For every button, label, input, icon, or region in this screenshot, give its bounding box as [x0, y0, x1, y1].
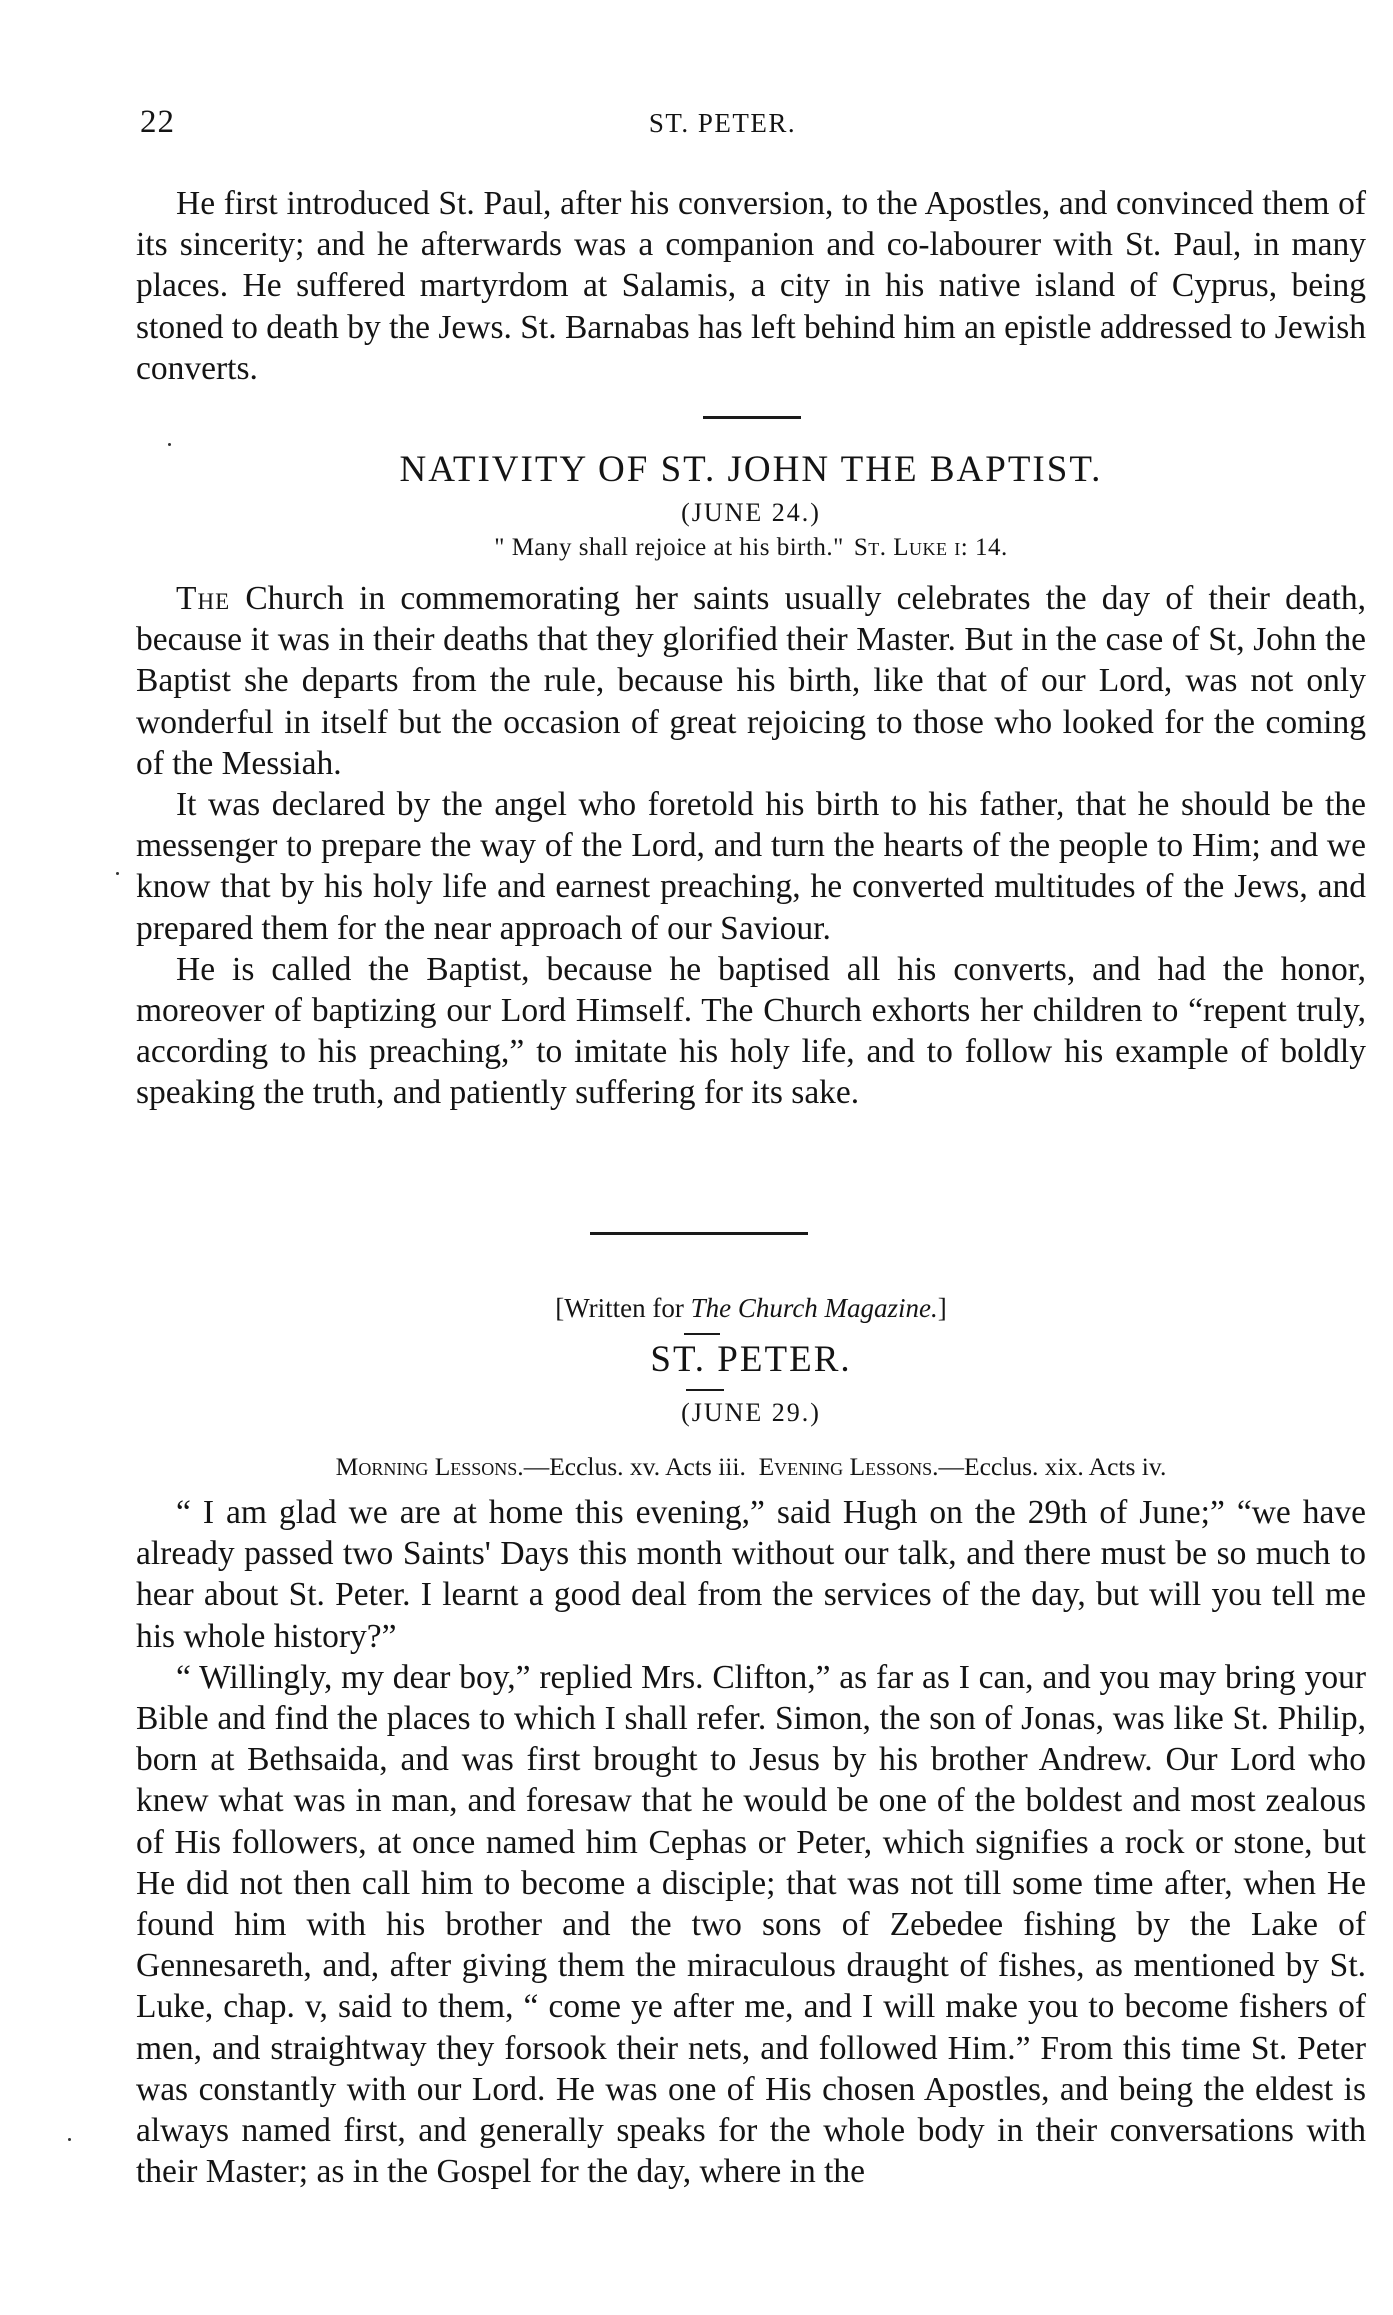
st-peter-date: (JUNE 29.)	[681, 1398, 821, 1427]
print-speck	[68, 2138, 71, 2141]
print-speck	[168, 443, 171, 446]
section-divider	[703, 416, 801, 419]
small-divider	[684, 1333, 720, 1335]
nativity-paragraph-1	[136, 578, 1366, 784]
paragraph-1-text: Church in commemorating her saints usually celebrates the day of their death, because it was in their deaths that they glorified their Master. But in the case of St, John the Baptist she departs from the rule, because his birth, like that of our Lord, was not only wonderful in itself but the occasion of great rejoicing to those who looked for the coming of the Messiah.	[136, 580, 1366, 782]
small-divider	[686, 1389, 724, 1391]
nativity-epigraph	[136, 534, 1366, 562]
page-number: 22	[140, 104, 175, 140]
running-head	[140, 104, 1365, 144]
section-divider-long	[590, 1232, 808, 1235]
nativity-paragraph-3: He is called the Baptist, because he baptised all his converts, and had the honor, moreover of baptizing our Lord Himself. The Church exhorts her children to “repent truly, according to his preaching,” to imitate his holy life, and to follow his example of boldly speaking the truth, and patiently suffering for its sake.	[136, 950, 1366, 1112]
epigraph-quote: " Many shall rejoice at his birth."	[494, 534, 844, 561]
magazine-name: The Church Magazine.	[690, 1293, 938, 1323]
st-peter-body	[136, 1492, 1366, 2192]
lessons-line	[136, 1452, 1366, 1482]
paragraph-lead-word: The	[176, 580, 231, 617]
print-speck	[116, 872, 119, 875]
nativity-title: NATIVITY OF ST. JOHN THE BAPTIST.	[399, 449, 1103, 490]
written-for-note	[136, 1293, 1366, 1324]
nativity-date: (JUNE 24.)	[681, 498, 821, 527]
evening-lessons-label: Evening Lessons.	[758, 1452, 939, 1481]
nativity-paragraph-2: It was declared by the angel who foretold his birth to his father, that he should be the messenger to prepare the way of the Lord, and turn the hearts of the people to Him; and we know that by his holy life and earnest preaching, he converted multitudes of the Jews, and prepared them for the near approach of our Saviour.	[136, 786, 1366, 947]
written-prefix: [Written for	[555, 1293, 684, 1323]
written-suffix: ]	[937, 1293, 947, 1323]
morning-lessons-label: Morning Lessons.	[335, 1452, 524, 1481]
epigraph-reference: St. Luke i: 14.	[853, 534, 1008, 561]
morning-lessons-refs: —Ecclus. xv. Acts iii.	[523, 1452, 746, 1481]
intro-paragraph: He first introduced St. Paul, after his conversion, to the Apostles, and convinced them of its sincerity; and he afterwards was a companion and co-labourer with St. Paul, in many places. He suffered martyrdom at Salamis, a city in his native island of Cyprus, being stoned to death by the Jews. St. Barnabas has left behind him an epistle addressed to Jewish converts.	[136, 185, 1366, 387]
st-peter-paragraph-1: “ I am glad we are at home this evening,” said Hugh on the 29th of June;” “we have already passed two Saints' Days this month without our talk, and there must be so much to hear about St. Peter. I learnt a good deal from the services of the day, but will you tell me his whole history?”	[136, 1494, 1366, 1655]
running-title: ST. PETER.	[648, 108, 797, 138]
st-peter-paragraph-2: “ Willingly, my dear boy,” replied Mrs. Clifton,” as far as I can, and you may bring your Bible and find the places to which I shall refer. Simon, the son of Jonas, was like St. Philip, born at Bethsaida, and was first brought to Jesus by his brother Andrew. Our Lord who knew what was in man, and foresaw that he would be one of the boldest and most zealous of His followers, at once named him Cephas or Peter, which signifies a rock or stone, but He did not then call him to become a disciple; that was not till some time after, when He found him with his brother and the two sons of Zebedee fishing by the Lake of Gennesareth, and, after giving them the miraculous draught of fishes, as mentioned by St. Luke, chap. v, said to them, “ come ye after me, and I will make you to become fishers of men, and straightway they forsook their nets, and followed Him.” From this time St. Peter was constantly with our Lord. He was one of His chosen Apostles, and being the eldest is always named first, and generally speaks for the whole body in their conversations with their Master; as in the Gospel for the day, where in the	[136, 1658, 1366, 2191]
st-peter-title: ST. PETER.	[650, 1339, 852, 1380]
nativity-body	[136, 578, 1366, 1114]
evening-lessons-refs: —Ecclus. xix. Acts iv.	[938, 1452, 1167, 1481]
intro-paragraph-block	[136, 183, 1366, 389]
